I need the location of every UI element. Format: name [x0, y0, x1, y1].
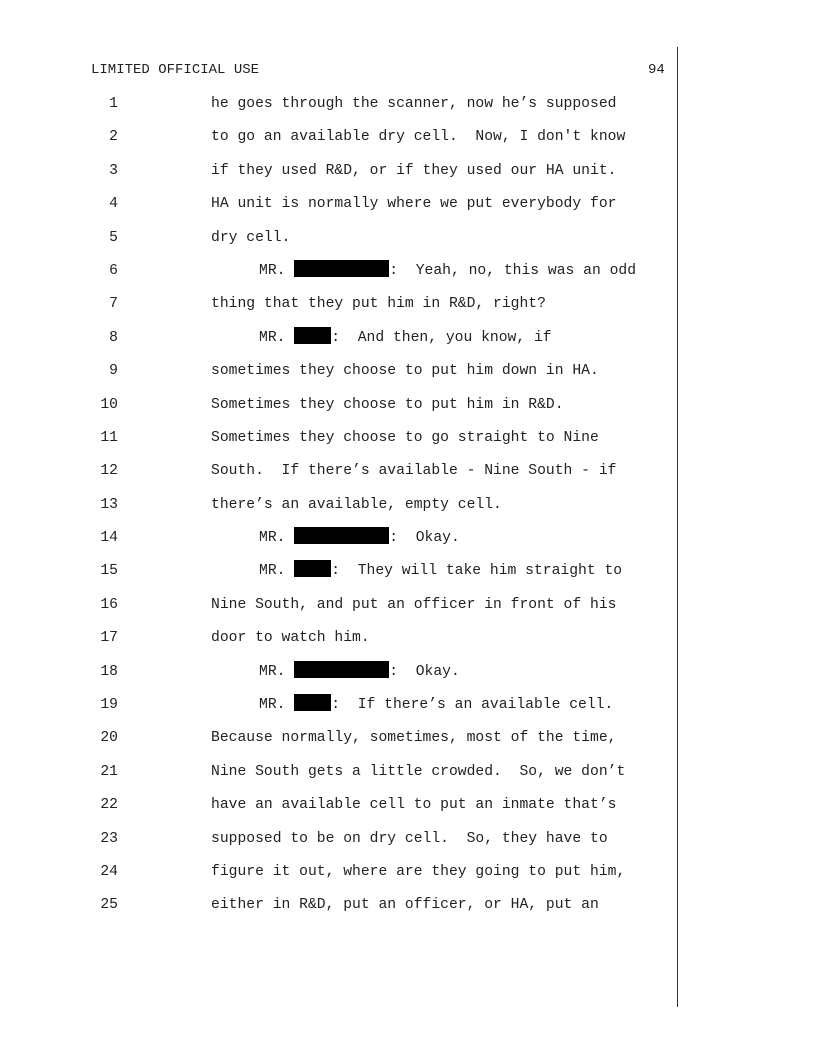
line-number: 8 [109, 329, 118, 346]
speaker-prefix: MR. [259, 262, 295, 279]
speaker-line [0, 560, 680, 593]
speaker-prefix: MR. [259, 530, 295, 547]
transcript-line [0, 727, 680, 760]
speaker-line [0, 527, 680, 560]
line-number: 25 [100, 897, 118, 914]
line-number: 2 [109, 129, 118, 146]
line-text: South. If there’s available - Nine South - if [211, 463, 617, 480]
redaction-box [294, 327, 331, 344]
transcript-line [0, 427, 680, 460]
line-text: either in R&D, put an officer, or HA, put an [211, 897, 599, 914]
transcript-line [0, 394, 680, 427]
line-text: have an available cell to put an inmate that’s [211, 797, 617, 814]
speaker-text [259, 560, 622, 582]
speaker-text [259, 661, 460, 683]
redaction-box [294, 661, 389, 678]
line-text: HA unit is normally where we put everybody for [211, 196, 617, 213]
redaction-box [294, 260, 389, 277]
speaker-line [0, 694, 680, 727]
transcript-line [0, 360, 680, 393]
speaker-text [259, 694, 613, 716]
line-number: 9 [109, 363, 118, 380]
speaker-speech: : Yeah, no, this was an odd [389, 262, 637, 279]
line-number: 5 [109, 229, 118, 246]
transcript-body [0, 93, 680, 928]
transcript-line [0, 594, 680, 627]
line-text: Because normally, sometimes, most of the time, [211, 730, 617, 747]
line-number: 23 [100, 830, 118, 847]
redaction-box [294, 560, 331, 577]
transcript-line [0, 460, 680, 493]
speaker-speech: : They will take him straight to [331, 563, 623, 580]
speaker-speech: : And then, you know, if [331, 329, 552, 346]
line-number: 16 [100, 596, 118, 613]
line-text: supposed to be on dry cell. So, they have to [211, 830, 608, 847]
transcript-line [0, 627, 680, 660]
line-number: 3 [109, 162, 118, 179]
line-number: 10 [100, 396, 118, 413]
transcript-line [0, 293, 680, 326]
speaker-prefix: MR. [259, 663, 295, 680]
speaker-text [259, 260, 636, 282]
speaker-speech: : Okay. [389, 530, 460, 547]
transcript-line [0, 126, 680, 159]
transcript-line [0, 861, 680, 894]
line-number: 18 [100, 663, 118, 680]
transcript-line [0, 828, 680, 861]
transcript-line [0, 227, 680, 260]
transcript-line [0, 761, 680, 794]
line-number: 6 [109, 262, 118, 279]
line-number: 13 [100, 496, 118, 513]
line-number: 15 [100, 563, 118, 580]
speaker-text [259, 527, 460, 549]
line-text: Sometimes they choose to put him in R&D. [211, 396, 564, 413]
speaker-prefix: MR. [259, 697, 295, 714]
redaction-box [294, 694, 331, 711]
speaker-text [259, 327, 552, 349]
line-text: Sometimes they choose to go straight to Nine [211, 429, 599, 446]
line-text: Nine South, and put an officer in front of his [211, 596, 617, 613]
line-number: 7 [109, 296, 118, 313]
line-text: thing that they put him in R&D, right? [211, 296, 546, 313]
line-text: there’s an available, empty cell. [211, 496, 502, 513]
line-number: 20 [100, 730, 118, 747]
redaction-box [294, 527, 389, 544]
line-text: dry cell. [211, 229, 291, 246]
line-number: 22 [100, 797, 118, 814]
line-number: 11 [100, 429, 118, 446]
line-text: to go an available dry cell. Now, I don't know [211, 129, 626, 146]
transcript-line [0, 494, 680, 527]
speaker-line [0, 260, 680, 293]
speaker-prefix: MR. [259, 563, 295, 580]
transcript-line [0, 93, 680, 126]
line-text: figure it out, where are they going to put him, [211, 863, 626, 880]
transcript-line [0, 193, 680, 226]
line-number: 4 [109, 196, 118, 213]
page-number: 94 [648, 62, 665, 78]
line-text: if they used R&D, or if they used our HA unit. [211, 162, 617, 179]
speaker-prefix: MR. [259, 329, 295, 346]
line-number: 12 [100, 463, 118, 480]
line-number: 17 [100, 630, 118, 647]
transcript-line [0, 894, 680, 927]
speaker-line [0, 661, 680, 694]
line-number: 14 [100, 530, 118, 547]
line-number: 24 [100, 863, 118, 880]
line-text: sometimes they choose to put him down in HA. [211, 363, 599, 380]
speaker-speech: : If there’s an available cell. [331, 697, 614, 714]
transcript-line [0, 794, 680, 827]
speaker-line [0, 327, 680, 360]
speaker-speech: : Okay. [389, 663, 460, 680]
line-text: he goes through the scanner, now he’s supposed [211, 96, 617, 112]
line-number: 1 [109, 96, 118, 112]
line-number: 21 [100, 763, 118, 780]
transcript-line [0, 160, 680, 193]
line-number: 19 [100, 697, 118, 714]
line-text: Nine South gets a little crowded. So, we don’t [211, 763, 626, 780]
classification-header: LIMITED OFFICIAL USE [91, 62, 260, 78]
line-text: door to watch him. [211, 630, 370, 647]
